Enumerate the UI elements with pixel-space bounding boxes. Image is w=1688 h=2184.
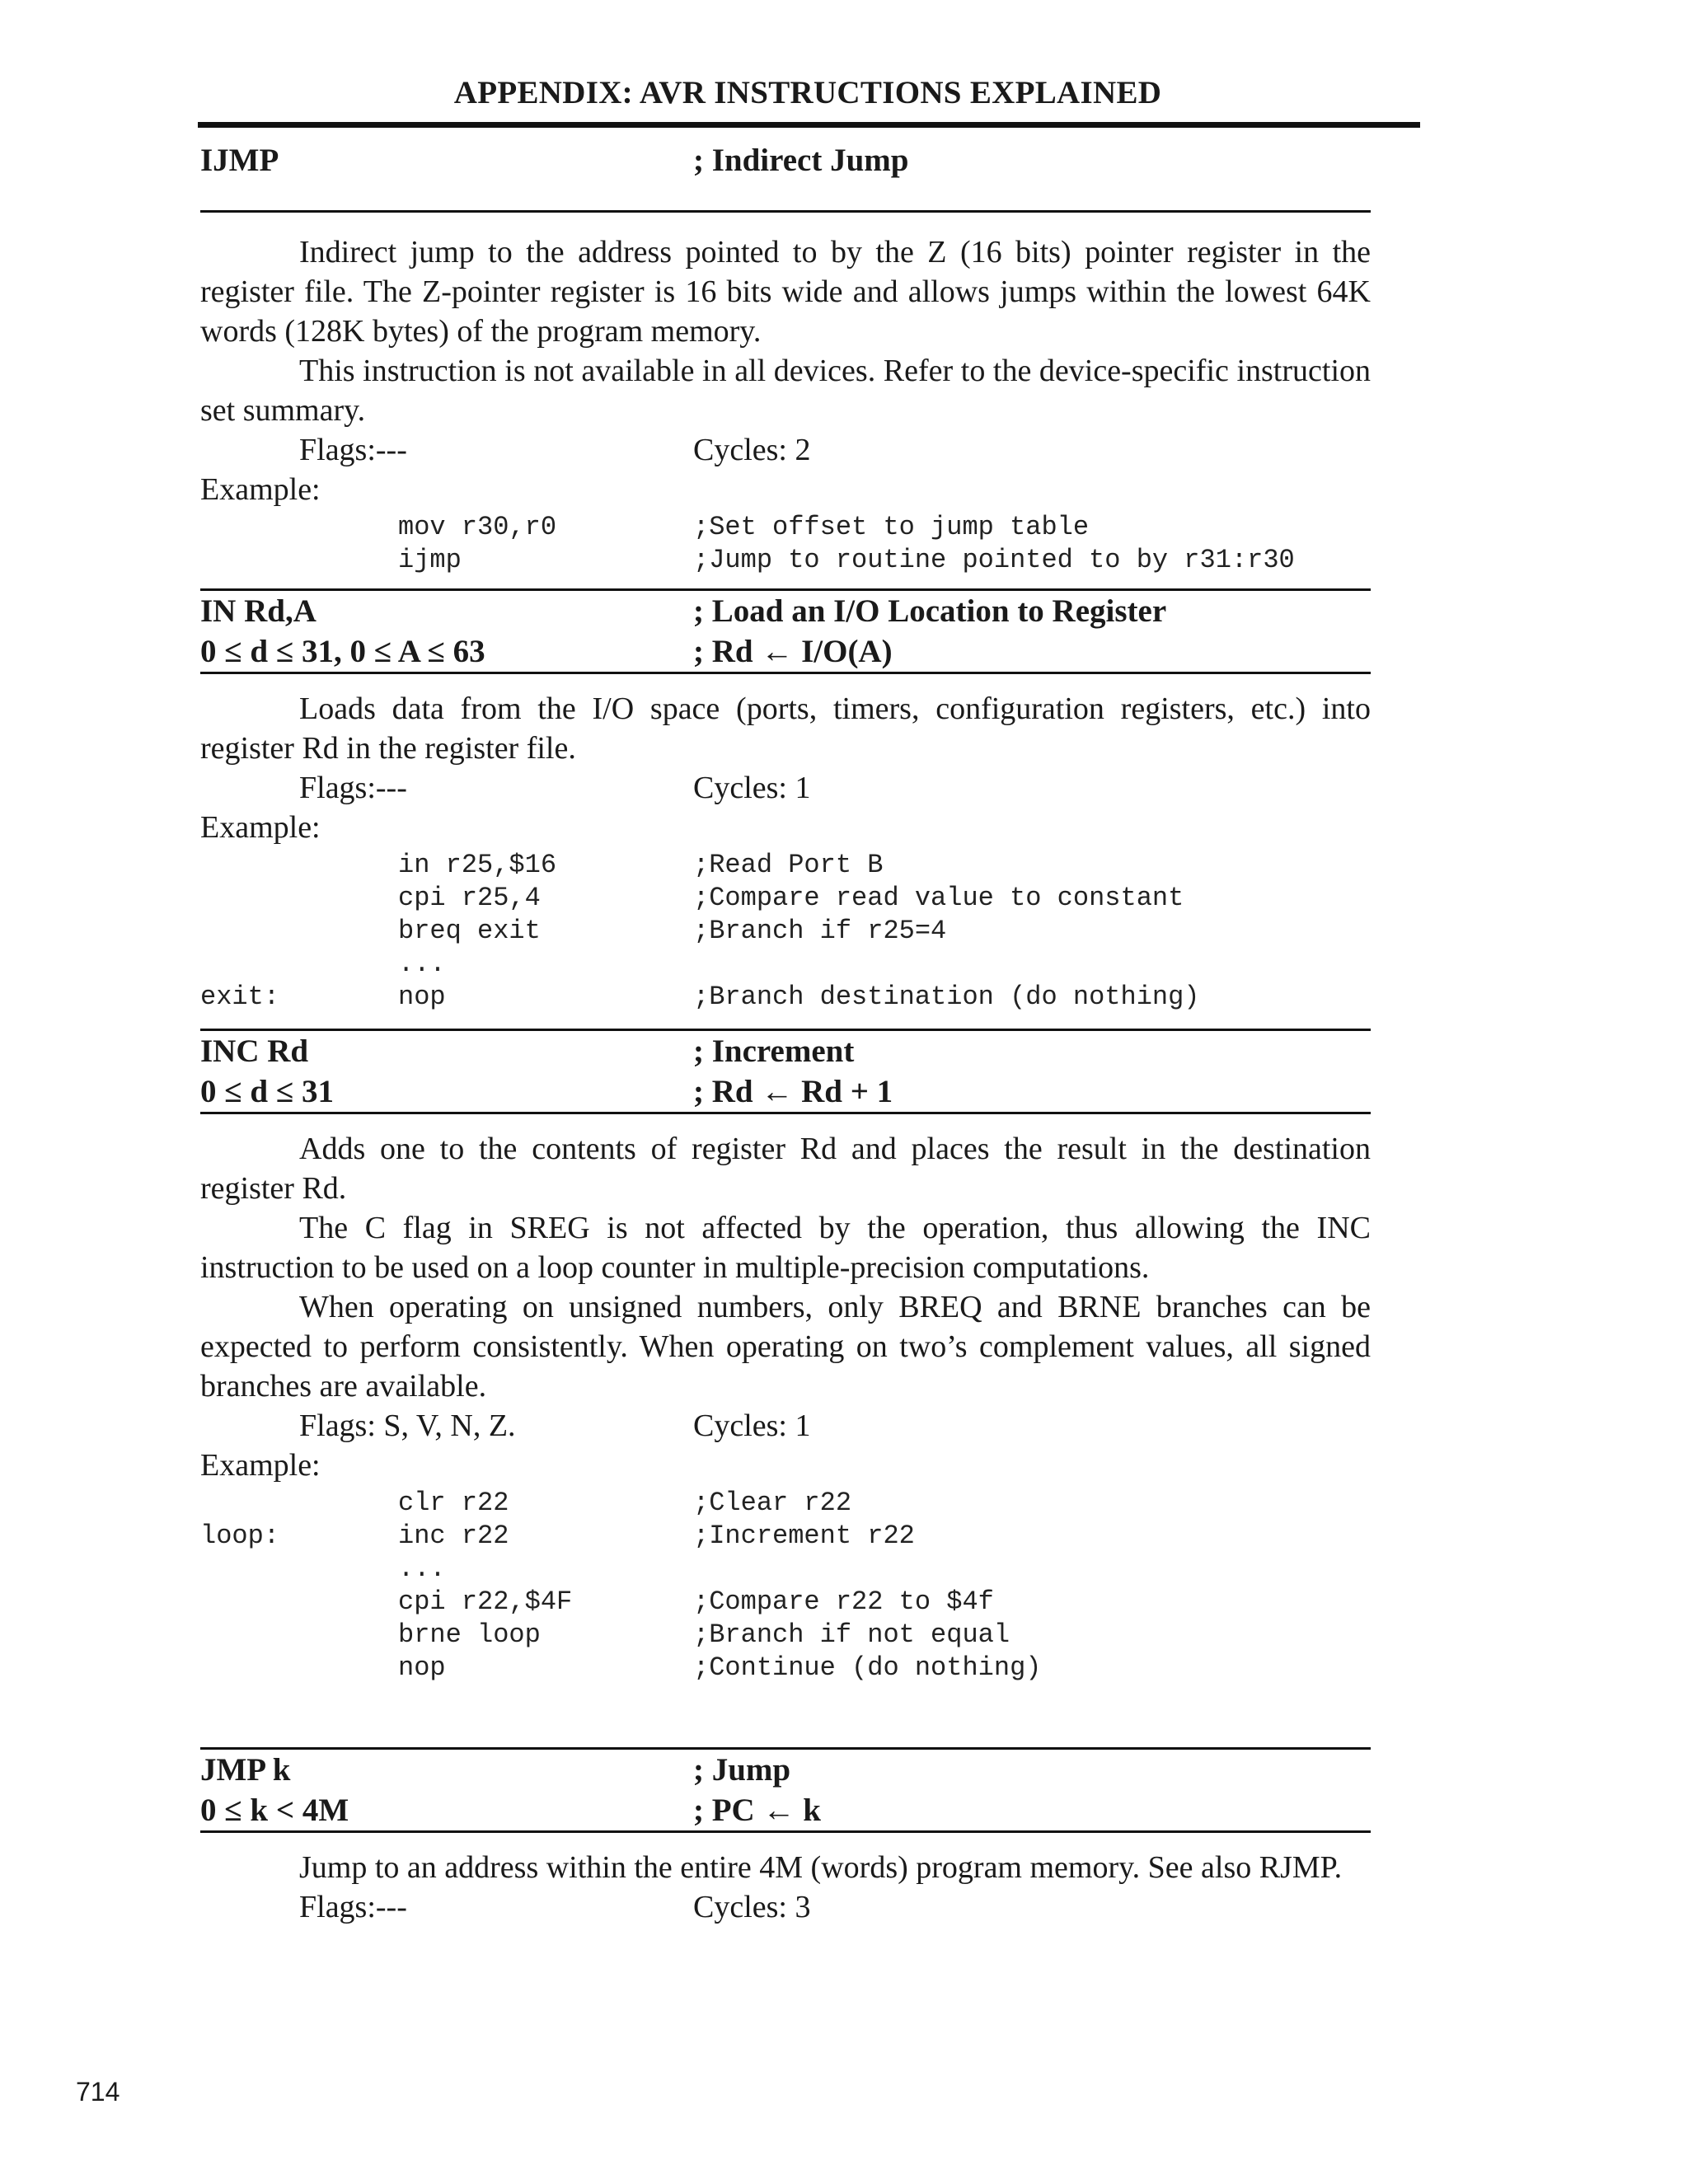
code-line: ... [398, 1554, 446, 1584]
instruction-title: ; Indirect Jump [693, 143, 909, 178]
mnemonic: IJMP [200, 143, 279, 178]
code-line: ... [398, 949, 446, 979]
entry-header [200, 132, 1371, 213]
flags-text: Flags:--- [299, 1890, 407, 1924]
cycles-text: Cycles: 1 [693, 1408, 811, 1443]
entry-ijmp [200, 132, 1371, 577]
operand-range: 0 ≤ d ≤ 31 [200, 1074, 334, 1109]
cycles-text: Cycles: 1 [693, 771, 811, 805]
flags-cycles-row [200, 430, 1371, 470]
code-line: cpi r25,4 ;Compare read value to constant [398, 883, 1184, 913]
code-line: mov r30,r0 ;Set offset to jump table [398, 512, 1090, 542]
flags-cycles-row [200, 1887, 1371, 1927]
description-paragraph: Loads data from the I/O space (ports, timers, configuration registers, etc.) into register Rd in the register file. [200, 691, 1371, 766]
instruction-title: ; Increment [693, 1033, 855, 1069]
code-line: in r25,$16 ;Read Port B [398, 850, 884, 880]
code-line: breq exit ;Branch if r25=4 [398, 916, 947, 946]
entry-in [200, 588, 1371, 1014]
operation: ; Rd ← I/O(A) [693, 634, 893, 669]
flags-cycles-row [200, 1406, 1371, 1446]
operation: ; Rd ← Rd + 1 [693, 1074, 893, 1109]
page-number: 714 [76, 2077, 120, 2107]
cycles-text: Cycles: 2 [693, 433, 811, 467]
flags-cycles-row [200, 768, 1371, 808]
flags-text: Flags:--- [299, 771, 407, 805]
mnemonic: IN Rd,A [200, 593, 316, 629]
flags-text: Flags: S, V, N, Z. [299, 1408, 516, 1443]
operand-range: 0 ≤ k < 4M [200, 1793, 349, 1828]
page-content [200, 132, 1371, 1927]
code-line: cpi r22,$4F ;Compare r22 to $4f [398, 1586, 994, 1617]
code-line: nop ;Continue (do nothing) [398, 1652, 1042, 1683]
instruction-title: ; Load an I/O Location to Register [693, 593, 1167, 629]
description-paragraph: Indirect jump to the address pointed to by the Z (16 bits) pointer register in the register file. The Z-pointer register is 16 bits wide and allows jumps within the lowest 64K words (128K bytes) of the program memory. [200, 235, 1371, 349]
operation: ; PC ← k [693, 1793, 821, 1828]
code-example [200, 1487, 1371, 1685]
running-head: APPENDIX: AVR INSTRUCTIONS EXPLAINED [453, 75, 1162, 110]
instruction-title: ; Jump [693, 1752, 791, 1788]
code-line: ijmp ;Jump to routine pointed to by r31:r30 [398, 545, 1295, 575]
example-label: Example: [200, 810, 321, 845]
mnemonic: INC Rd [200, 1033, 309, 1069]
description-paragraph: The C flag in SREG is not affected by the operation, thus allowing the INC instruction to be used on a loop counter in multiple-precision computations. [200, 1211, 1371, 1285]
entry-header [200, 1029, 1371, 1114]
code-line: loop: inc r22 ;Increment r22 [200, 1521, 915, 1551]
code-line: exit: nop ;Branch destination (do nothing) [200, 982, 1200, 1012]
description-paragraph: Adds one to the contents of register Rd and places the result in the destination register Rd. [200, 1132, 1371, 1206]
description-paragraph: This instruction is not available in all devices. Refer to the device-specific instruction set summary. [200, 354, 1371, 428]
entry-header [200, 588, 1371, 674]
entry-inc [200, 1029, 1371, 1685]
entry-jmp [200, 1747, 1371, 1927]
entry-header [200, 1747, 1371, 1833]
description-paragraph: When operating on unsigned numbers, only BREQ and BRNE branches can be expected to perform consistently. When operating on two’s complement values, all signed branches are available. [200, 1290, 1371, 1404]
header-rule [198, 122, 1420, 128]
cycles-text: Cycles: 3 [693, 1890, 811, 1924]
mnemonic: JMP k [200, 1752, 291, 1788]
description-paragraph: Jump to an address within the entire 4M (words) program memory. See also RJMP. [299, 1850, 1343, 1885]
operand-range: 0 ≤ d ≤ 31, 0 ≤ A ≤ 63 [200, 634, 485, 669]
code-line: brne loop ;Branch if not equal [398, 1619, 1010, 1650]
example-label: Example: [200, 1448, 321, 1483]
flags-text: Flags:--- [299, 433, 407, 467]
code-example [200, 849, 1371, 1014]
example-label: Example: [200, 472, 321, 507]
code-line: clr r22 ;Clear r22 [398, 1488, 852, 1518]
code-example [200, 511, 1371, 577]
